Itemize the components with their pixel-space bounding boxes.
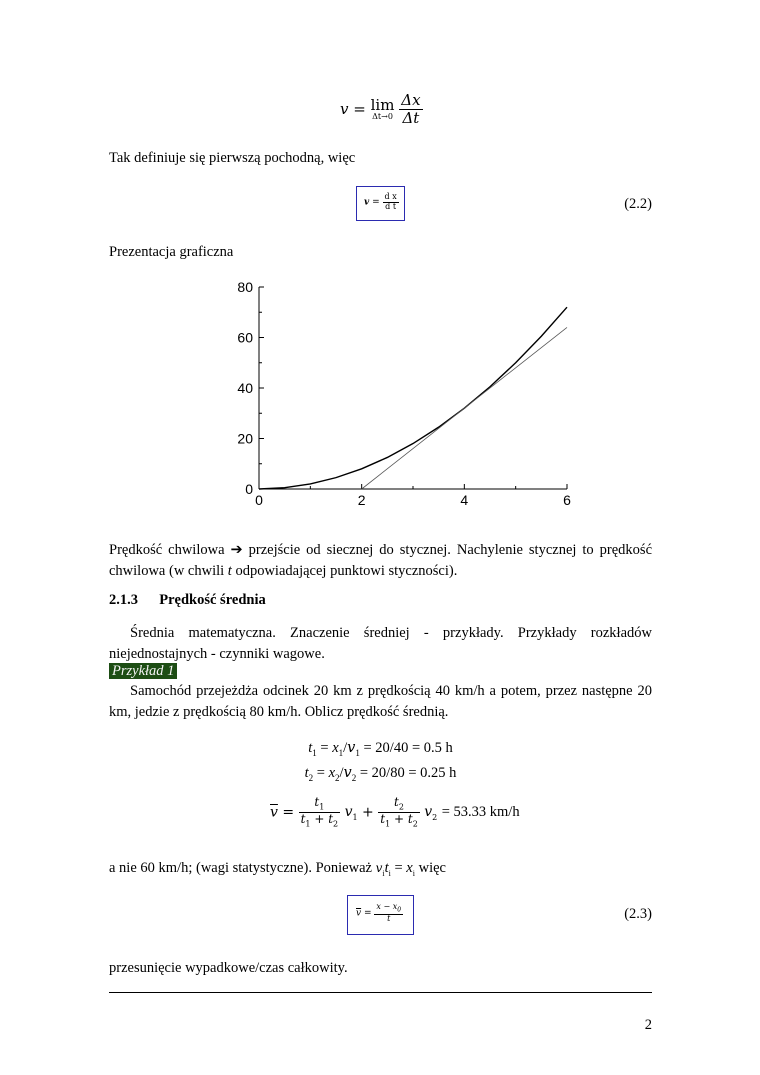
avg-f2-den-t1: t [380, 812, 386, 827]
avg-f2-plus: + [393, 812, 405, 827]
position-curve [259, 307, 567, 489]
avg-result: = 53.33 km/h [441, 804, 520, 821]
avg-fraction-2 [378, 796, 420, 829]
text3-after: przejście od siecznej do stycznej. Nachylenie stycznej to prędkość chwilowa (w chwili [109, 542, 653, 579]
avg-f1-den-s1: 1 [305, 819, 311, 829]
equation-2-2-box [356, 186, 405, 221]
calc1-slash: / [343, 740, 348, 756]
avg-f2-den-t2: t [407, 812, 413, 827]
calc2-slash: / [339, 764, 344, 781]
text4-i3: i [412, 868, 415, 878]
calc2-ts: 2 [308, 772, 314, 783]
eq22-eq: = [372, 197, 380, 208]
x-tick-label: 0 [255, 492, 263, 508]
page-number: 2 [644, 1017, 652, 1033]
avg-v2-sub: 2 [432, 812, 438, 822]
calc1-v: v [347, 740, 356, 756]
calc1-eq: = [316, 740, 333, 756]
calculation-lines [109, 738, 652, 788]
text4-after: więc [418, 860, 446, 876]
calc1-xs: 1 [338, 747, 344, 758]
calc2-x: x [328, 764, 336, 781]
calc1-vs: 1 [355, 747, 360, 758]
text4-t: t [384, 860, 389, 876]
avg-eq: = [282, 804, 295, 821]
y-tick-label: 20 [237, 430, 253, 447]
text4-v: v [375, 861, 383, 875]
example-tag: Przykład 1 [109, 663, 177, 679]
text4-i1: i [382, 868, 385, 878]
text-instant-velocity [109, 540, 652, 582]
limit-fraction [399, 92, 422, 126]
footer-rule [109, 992, 652, 993]
arrow-right-icon: ➔ [230, 542, 243, 558]
text-since [109, 858, 652, 884]
equation-number-2-2: (2.2) [624, 196, 652, 212]
text3-t: t [227, 563, 232, 579]
text-first-derivative: Tak definiuje się pierwszą pochodną, więc [109, 150, 356, 166]
avg-v2: v [424, 803, 433, 820]
avg-fraction-1 [299, 796, 341, 829]
avg-lhs: $\overline{v}$ [270, 804, 278, 821]
avg-f2-num-s: 2 [398, 802, 404, 812]
lim-operator [370, 95, 395, 121]
calc2-rest: = 20/80 = 0.25 h [356, 764, 457, 781]
calc1-rest: = 20/40 = 0.5 h [359, 740, 453, 756]
eq23-den: t [387, 914, 391, 924]
equation-2-3-box [347, 895, 414, 935]
calc2-eq: = [313, 764, 329, 781]
calc2-v: v [343, 764, 352, 781]
calc-line-2 [109, 763, 652, 788]
y-tick-label: 0 [245, 481, 253, 497]
avg-f1-num-s: 1 [319, 802, 325, 812]
section-title: Prędkość średnia [159, 592, 266, 608]
eq23-fraction [374, 903, 403, 924]
avg-f1-plus: + [314, 812, 325, 827]
text4-eq: = [390, 860, 407, 876]
text4-i2: i [388, 868, 391, 878]
eq23-lhs: $\overline{v}$ [356, 908, 362, 919]
text3-before: Prędkość chwilowa [109, 542, 225, 558]
calc2-xs: 2 [335, 772, 340, 783]
avg-f2-num-t: t [394, 795, 399, 809]
limit-formula [340, 92, 423, 126]
eq22-numerator: d x [384, 192, 397, 201]
paragraph-car-problem: Samochód przejeżdża odcinek 20 km z prędkością 40 km/h a potem, przez następne 20 km, jedzie z prędkością 80 km/h. Oblicz prędkość średnią. [109, 683, 652, 720]
eq23-eq: = [363, 908, 372, 919]
x-tick-label: 6 [563, 492, 571, 508]
calc2-t: t [304, 764, 309, 781]
avg-v1-sub: 1 [352, 812, 358, 822]
avg-f1-den-s2: 2 [333, 819, 339, 829]
calc1-t: t [308, 740, 313, 756]
text-graphic-presentation: Prezentacja graficzna [109, 244, 234, 260]
eq23-num-x: x − x [376, 902, 398, 911]
avg-f1-den-t2: t [328, 812, 334, 827]
y-tick-label: 40 [237, 380, 253, 396]
limit-numerator: Δx [401, 91, 421, 109]
paragraph-mean: Średnia matematyczna. Znaczenie średniej - przykłady. Przykłady rozkładów niejednostajnych - czynniki wagowe. [109, 625, 652, 662]
limit-denominator: Δt [402, 108, 420, 127]
avg-f2-den-s2: 2 [412, 819, 418, 829]
eq23-num-sub: 0 [397, 906, 402, 914]
text3-end: odpowiadającej punktowi styczności). [235, 563, 458, 579]
calc-line-1 [109, 738, 652, 763]
x-tick-label: 4 [460, 492, 469, 508]
avg-plus: + [362, 804, 374, 821]
avg-f1-num-t: t [314, 795, 320, 809]
example-label [109, 662, 177, 681]
avg-v1: v [344, 803, 353, 820]
lim-text: lim [370, 95, 395, 114]
y-tick-label: 60 [237, 329, 253, 346]
avg-f1-den-t1: t [300, 812, 306, 827]
y-tick-label: 80 [237, 279, 253, 295]
position-time-chart [220, 275, 590, 515]
lim-subscript: Δt→0 [372, 111, 393, 121]
average-velocity-formula [270, 796, 520, 829]
formula-lhs: v [340, 100, 349, 118]
text-displacement-over-time: przesunięcie wypadkowe/czas całkowity. [109, 960, 348, 976]
x-tick-label: 2 [357, 492, 366, 508]
calc2-vs: 2 [351, 772, 357, 783]
calc1-ts: 1 [312, 747, 317, 758]
text4-before: a nie 60 km/h; (wagi statystyczne). Ponieważ [109, 860, 372, 876]
avg-f2-den-s1: 1 [385, 819, 391, 829]
section-number: 2.1.3 [109, 592, 138, 608]
text4-x: x [406, 860, 413, 876]
section-heading [109, 592, 266, 609]
calc1-x: x [332, 740, 339, 756]
eq22-lhs: v [364, 197, 370, 208]
eq22-fraction [383, 193, 399, 212]
equation-number-2-3: (2.3) [624, 906, 652, 922]
formula-eq: = [353, 100, 366, 118]
tangent-line [362, 327, 567, 489]
eq22-denominator: d t [385, 201, 397, 211]
